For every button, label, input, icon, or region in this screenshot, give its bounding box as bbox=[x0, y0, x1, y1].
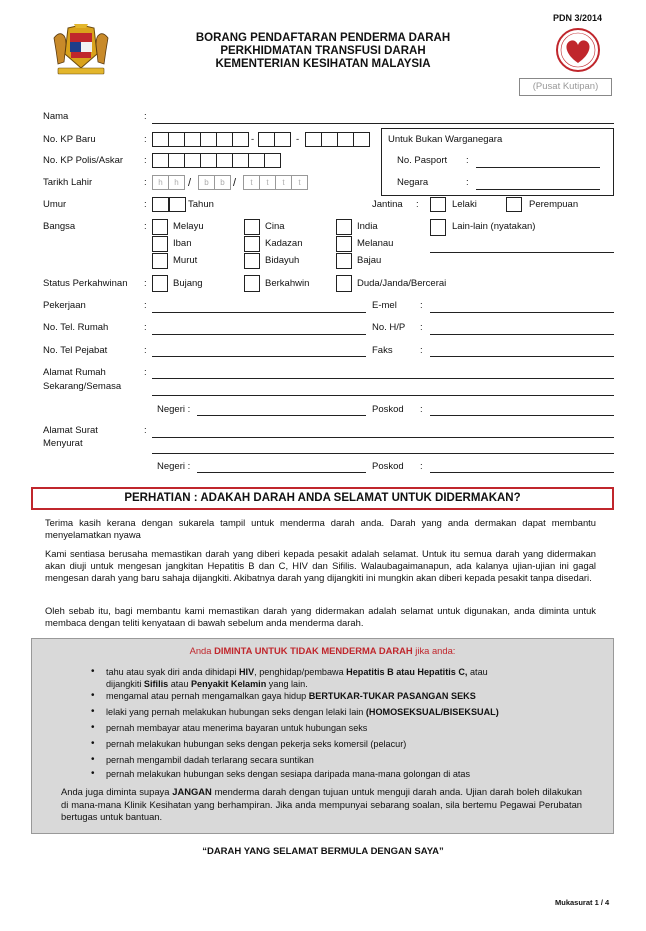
kp-polis-digit-box[interactable] bbox=[184, 153, 201, 168]
colon: : bbox=[144, 278, 147, 289]
warning-item-3: lelaki yang pernah melakukan hubungan seks dengan lelaki lain (HOMOSEKSUAL/BISEKSUAL) bbox=[106, 707, 499, 717]
page-number: Mukasurat 1 / 4 bbox=[555, 898, 610, 907]
race-checkbox[interactable] bbox=[152, 219, 168, 235]
kp-dash-2: - bbox=[296, 134, 300, 145]
dob-digit-box[interactable]: t bbox=[259, 175, 276, 190]
race-label: India bbox=[357, 221, 378, 232]
kp-baru-digit-box[interactable] bbox=[168, 132, 185, 147]
dob-digit-box[interactable]: t bbox=[243, 175, 260, 190]
perempuan-label: Perempuan bbox=[529, 199, 579, 210]
race-checkbox[interactable] bbox=[336, 253, 352, 269]
race-checkbox[interactable] bbox=[152, 236, 168, 252]
colon: : bbox=[144, 300, 147, 311]
kp-baru-digit-box[interactable] bbox=[321, 132, 338, 147]
negara-field[interactable] bbox=[476, 189, 600, 190]
tel-rumah-field[interactable] bbox=[152, 334, 366, 335]
race-label: Melayu bbox=[173, 221, 204, 232]
dob-digit-box[interactable]: t bbox=[275, 175, 292, 190]
notice-heading: PERHATIAN : ADAKAH DARAH ANDA SELAMAT UNTUK DIDERMAKAN? bbox=[31, 487, 614, 510]
bullet-icon: • bbox=[91, 706, 95, 717]
perempuan-checkbox[interactable] bbox=[506, 197, 522, 212]
pasport-field[interactable] bbox=[476, 167, 600, 168]
kp-polis-digit-box[interactable] bbox=[264, 153, 281, 168]
kp-polis-digit-box[interactable] bbox=[152, 153, 169, 168]
warning-item-6: pernah mengambil dadah terlarang secara suntikan bbox=[106, 755, 314, 765]
bercerai-checkbox[interactable] bbox=[336, 275, 352, 292]
faks-field[interactable] bbox=[430, 356, 614, 357]
alamat-surat-label-2: Menyurat bbox=[43, 438, 83, 449]
colon: : bbox=[420, 404, 423, 415]
colon: : bbox=[420, 345, 423, 356]
poskod-field[interactable] bbox=[430, 415, 614, 416]
race-label: Melanau bbox=[357, 238, 394, 249]
colon: : bbox=[144, 221, 147, 232]
colon: : bbox=[144, 367, 147, 378]
colon: : bbox=[416, 199, 419, 210]
race-checkbox[interactable] bbox=[244, 236, 260, 252]
warning-closing: Anda juga diminta supaya JANGAN menderma darah dengan tujuan untuk menguji darah anda. Ujian darah boleh dilakukan di mana-mana Klinik Kesihatan yang berhampiran. Jika anda mempunyai sebarang soalan, sila bertemu Pegawai Perubatan bertugas untuk bantuan. bbox=[61, 786, 582, 822]
kp-baru-digit-box[interactable] bbox=[232, 132, 249, 147]
kp-baru-digit-box[interactable] bbox=[337, 132, 354, 147]
collection-center-box[interactable]: (Pusat Kutipan) bbox=[519, 78, 612, 96]
alamat-rumah-label-2: Sekarang/Semasa bbox=[43, 381, 122, 392]
warning-item-4: pernah membayar atau menerima bayaran untuk hubungan seks bbox=[106, 723, 368, 733]
form-title: BORANG PENDAFTARAN PENDERMA DARAH bbox=[195, 32, 451, 44]
kp-polis-digit-box[interactable] bbox=[200, 153, 217, 168]
lain-lain-field[interactable] bbox=[430, 252, 614, 253]
donor-heart-logo bbox=[553, 27, 603, 73]
notice-paragraph-2: Kami sentiasa berusaha memastikan darah yang diberi kepada pesakit adalah selamat. Untuk itu semua darah yang didermakan akan diuji untuk mengesan jangkitan Hepatitis B dan C, HIV dan Sifilis. Walaubagaimanapun, ada kalanya ujian-ujian ini gagal mengesan darah yang baru sahaja dijangkiti. Akibatnya darah yang dijangkiti ini mungkin akan diberi kepada pesakit tanpa disedari. bbox=[45, 548, 596, 583]
bullet-icon: • bbox=[91, 738, 95, 749]
race-checkbox[interactable] bbox=[152, 253, 168, 269]
colon: : bbox=[144, 199, 147, 210]
faks-label: Faks bbox=[372, 345, 393, 356]
status-label: Status Perkahwinan bbox=[43, 278, 128, 289]
colon: : bbox=[144, 155, 147, 166]
emel-field[interactable] bbox=[430, 312, 614, 313]
race-checkbox[interactable] bbox=[244, 253, 260, 269]
colon: : bbox=[420, 300, 423, 311]
race-checkbox[interactable] bbox=[244, 219, 260, 235]
kp-baru-digit-box[interactable] bbox=[216, 132, 233, 147]
colon: : bbox=[466, 155, 469, 166]
hp-label: No. H/P bbox=[372, 322, 406, 333]
kp-baru-label: No. KP Baru bbox=[43, 134, 96, 145]
dob-digit-box[interactable]: t bbox=[291, 175, 308, 190]
kp-polis-digit-box[interactable] bbox=[168, 153, 185, 168]
department-title: PERKHIDMATAN TRANSFUSI DARAH bbox=[220, 45, 426, 57]
lelaki-checkbox[interactable] bbox=[430, 197, 446, 212]
race-label: Cina bbox=[265, 221, 285, 232]
kp-polis-digit-box[interactable] bbox=[216, 153, 233, 168]
tel-pejabat-label: No. Tel Pejabat bbox=[43, 345, 108, 356]
kp-polis-digit-box[interactable] bbox=[248, 153, 265, 168]
dob-digit-box[interactable]: h bbox=[152, 175, 169, 190]
race-label: Lain-lain (nyatakan) bbox=[452, 221, 536, 232]
bujang-label: Bujang bbox=[173, 278, 203, 289]
tel-pejabat-field[interactable] bbox=[152, 356, 366, 357]
bujang-checkbox[interactable] bbox=[152, 275, 168, 292]
warning-item-2: mengamal atau pernah mengamalkan gaya hidup BERTUKAR-TUKAR PASANGAN SEKS bbox=[106, 691, 476, 701]
warning-item-5: pernah melakukan hubungan seks dengan pekerja seks komersil (pelacur) bbox=[106, 739, 407, 749]
dob-digit-box[interactable]: b bbox=[214, 175, 231, 190]
bullet-icon: • bbox=[91, 768, 95, 779]
alamat-rumah-line-2[interactable] bbox=[152, 395, 614, 396]
poskod-label: Poskod bbox=[372, 461, 404, 472]
colon: : bbox=[144, 177, 147, 188]
notice-paragraph-1: Terima kasih kerana dengan sukarela tampil untuk menderma darah anda. Darah yang anda dermakan dapat membantu menyelamatkan nyawa bbox=[45, 517, 596, 540]
emel-label: E-mel bbox=[372, 300, 397, 311]
warning-item-7: pernah melakukan hubungan seks dengan sesiapa daripada mana-mana golongan di atas bbox=[106, 769, 471, 779]
lelaki-label: Lelaki bbox=[452, 199, 477, 210]
kp-baru-digit-box[interactable] bbox=[184, 132, 201, 147]
dob-digit-box[interactable]: h bbox=[168, 175, 185, 190]
kp-baru-digit-box[interactable] bbox=[152, 132, 169, 147]
warning-intro bbox=[31, 645, 614, 656]
dob-separator: / bbox=[233, 177, 237, 189]
kp-baru-digit-box[interactable] bbox=[305, 132, 322, 147]
kp-baru-digit-box[interactable] bbox=[258, 132, 275, 147]
alamat-surat-line-1[interactable] bbox=[152, 437, 614, 438]
warning-intro-emphasis: DIMINTA UNTUK TIDAK MENDERMA DARAH bbox=[214, 645, 413, 656]
race-checkbox[interactable] bbox=[430, 219, 446, 236]
kp-polis-digit-box[interactable] bbox=[232, 153, 249, 168]
colon: : bbox=[144, 134, 147, 145]
race-label: Iban bbox=[173, 238, 192, 249]
umur-box[interactable] bbox=[169, 197, 186, 212]
colon: : bbox=[144, 425, 147, 436]
bullet-icon: • bbox=[91, 754, 95, 765]
alamat-surat-line-2[interactable] bbox=[152, 453, 614, 454]
negeri-label: Negeri : bbox=[157, 461, 191, 472]
colon: : bbox=[144, 345, 147, 356]
hp-field[interactable] bbox=[430, 334, 614, 335]
negara-label: Negara bbox=[397, 177, 429, 188]
umur-label: Umur bbox=[43, 199, 67, 210]
bullet-icon: • bbox=[91, 722, 95, 733]
colon: : bbox=[144, 322, 147, 333]
berkahwin-checkbox[interactable] bbox=[244, 275, 260, 292]
kp-baru-digit-box[interactable] bbox=[353, 132, 370, 147]
kp-dash-1: - bbox=[251, 134, 255, 145]
alamat-surat-label: Alamat Surat bbox=[43, 425, 98, 436]
warning-item-1: tahu atau syak diri anda dihidapi HIV, penghidap/pembawa Hepatitis B atau Hepatitis C, atau dijangkiti Sifilis atau Penyakit Kelamin yang lain. bbox=[106, 667, 488, 689]
race-label: Bajau bbox=[357, 255, 382, 266]
warning-intro-text: jika anda: bbox=[412, 645, 456, 656]
bangsa-label: Bangsa bbox=[43, 221, 76, 232]
nama-field[interactable] bbox=[152, 123, 614, 124]
warning-intro-text: Anda bbox=[189, 645, 215, 656]
pasport-label: No. Pasport bbox=[397, 155, 448, 166]
kp-polis-label: No. KP Polis/Askar bbox=[43, 155, 124, 166]
colon: : bbox=[420, 322, 423, 333]
race-label: Murut bbox=[173, 255, 198, 266]
race-checkbox[interactable] bbox=[336, 236, 352, 252]
berkahwin-label: Berkahwin bbox=[265, 278, 310, 289]
colon: : bbox=[466, 177, 469, 188]
kp-baru-digit-box[interactable] bbox=[274, 132, 291, 147]
bullet-icon: • bbox=[91, 690, 95, 701]
footer-slogan: “DARAH YANG SELAMAT BERMULA DENGAN SAYA” bbox=[202, 846, 444, 857]
poskod-field[interactable] bbox=[430, 472, 614, 473]
pekerjaan-field[interactable] bbox=[152, 312, 366, 313]
alamat-rumah-label: Alamat Rumah bbox=[43, 367, 106, 378]
colon: : bbox=[420, 461, 423, 472]
race-checkbox[interactable] bbox=[336, 219, 352, 235]
negeri-field[interactable] bbox=[197, 472, 366, 473]
pekerjaan-label: Pekerjaan bbox=[43, 300, 86, 311]
race-label: Bidayuh bbox=[265, 255, 300, 266]
alamat-rumah-line-1[interactable] bbox=[152, 378, 614, 379]
jantina-label: Jantina bbox=[372, 199, 403, 210]
form-code: PDN 3/2014 bbox=[553, 13, 603, 23]
bercerai-label: Duda/Janda/Bercerai bbox=[357, 278, 447, 289]
notice-paragraph-3: Oleh sebab itu, bagi membantu kami memastikan darah yang didermakan adalah selamat untuk digunakan, anda diminta untuk membaca dengan teliti kenyataan di bawah sebelum anda menderma darah. bbox=[45, 605, 596, 628]
race-label: Kadazan bbox=[265, 238, 303, 249]
negeri-label: Negeri : bbox=[157, 404, 191, 415]
negeri-field[interactable] bbox=[197, 415, 366, 416]
kp-baru-digit-box[interactable] bbox=[200, 132, 217, 147]
umur-box[interactable] bbox=[152, 197, 169, 212]
bullet-icon: • bbox=[91, 666, 95, 677]
dob-digit-box[interactable]: b bbox=[198, 175, 215, 190]
foreigner-title: Untuk Bukan Warganegara bbox=[388, 134, 503, 145]
tel-rumah-label: No. Tel. Rumah bbox=[43, 322, 109, 333]
nama-label: Nama bbox=[43, 111, 69, 122]
tarikh-lahir-label: Tarikh Lahir bbox=[43, 177, 93, 188]
poskod-label: Poskod bbox=[372, 404, 404, 415]
tahun-label: Tahun bbox=[188, 199, 214, 210]
ministry-title: KEMENTERIAN KESIHATAN MALAYSIA bbox=[215, 58, 431, 70]
colon: : bbox=[144, 111, 147, 122]
dob-separator: / bbox=[188, 177, 192, 189]
